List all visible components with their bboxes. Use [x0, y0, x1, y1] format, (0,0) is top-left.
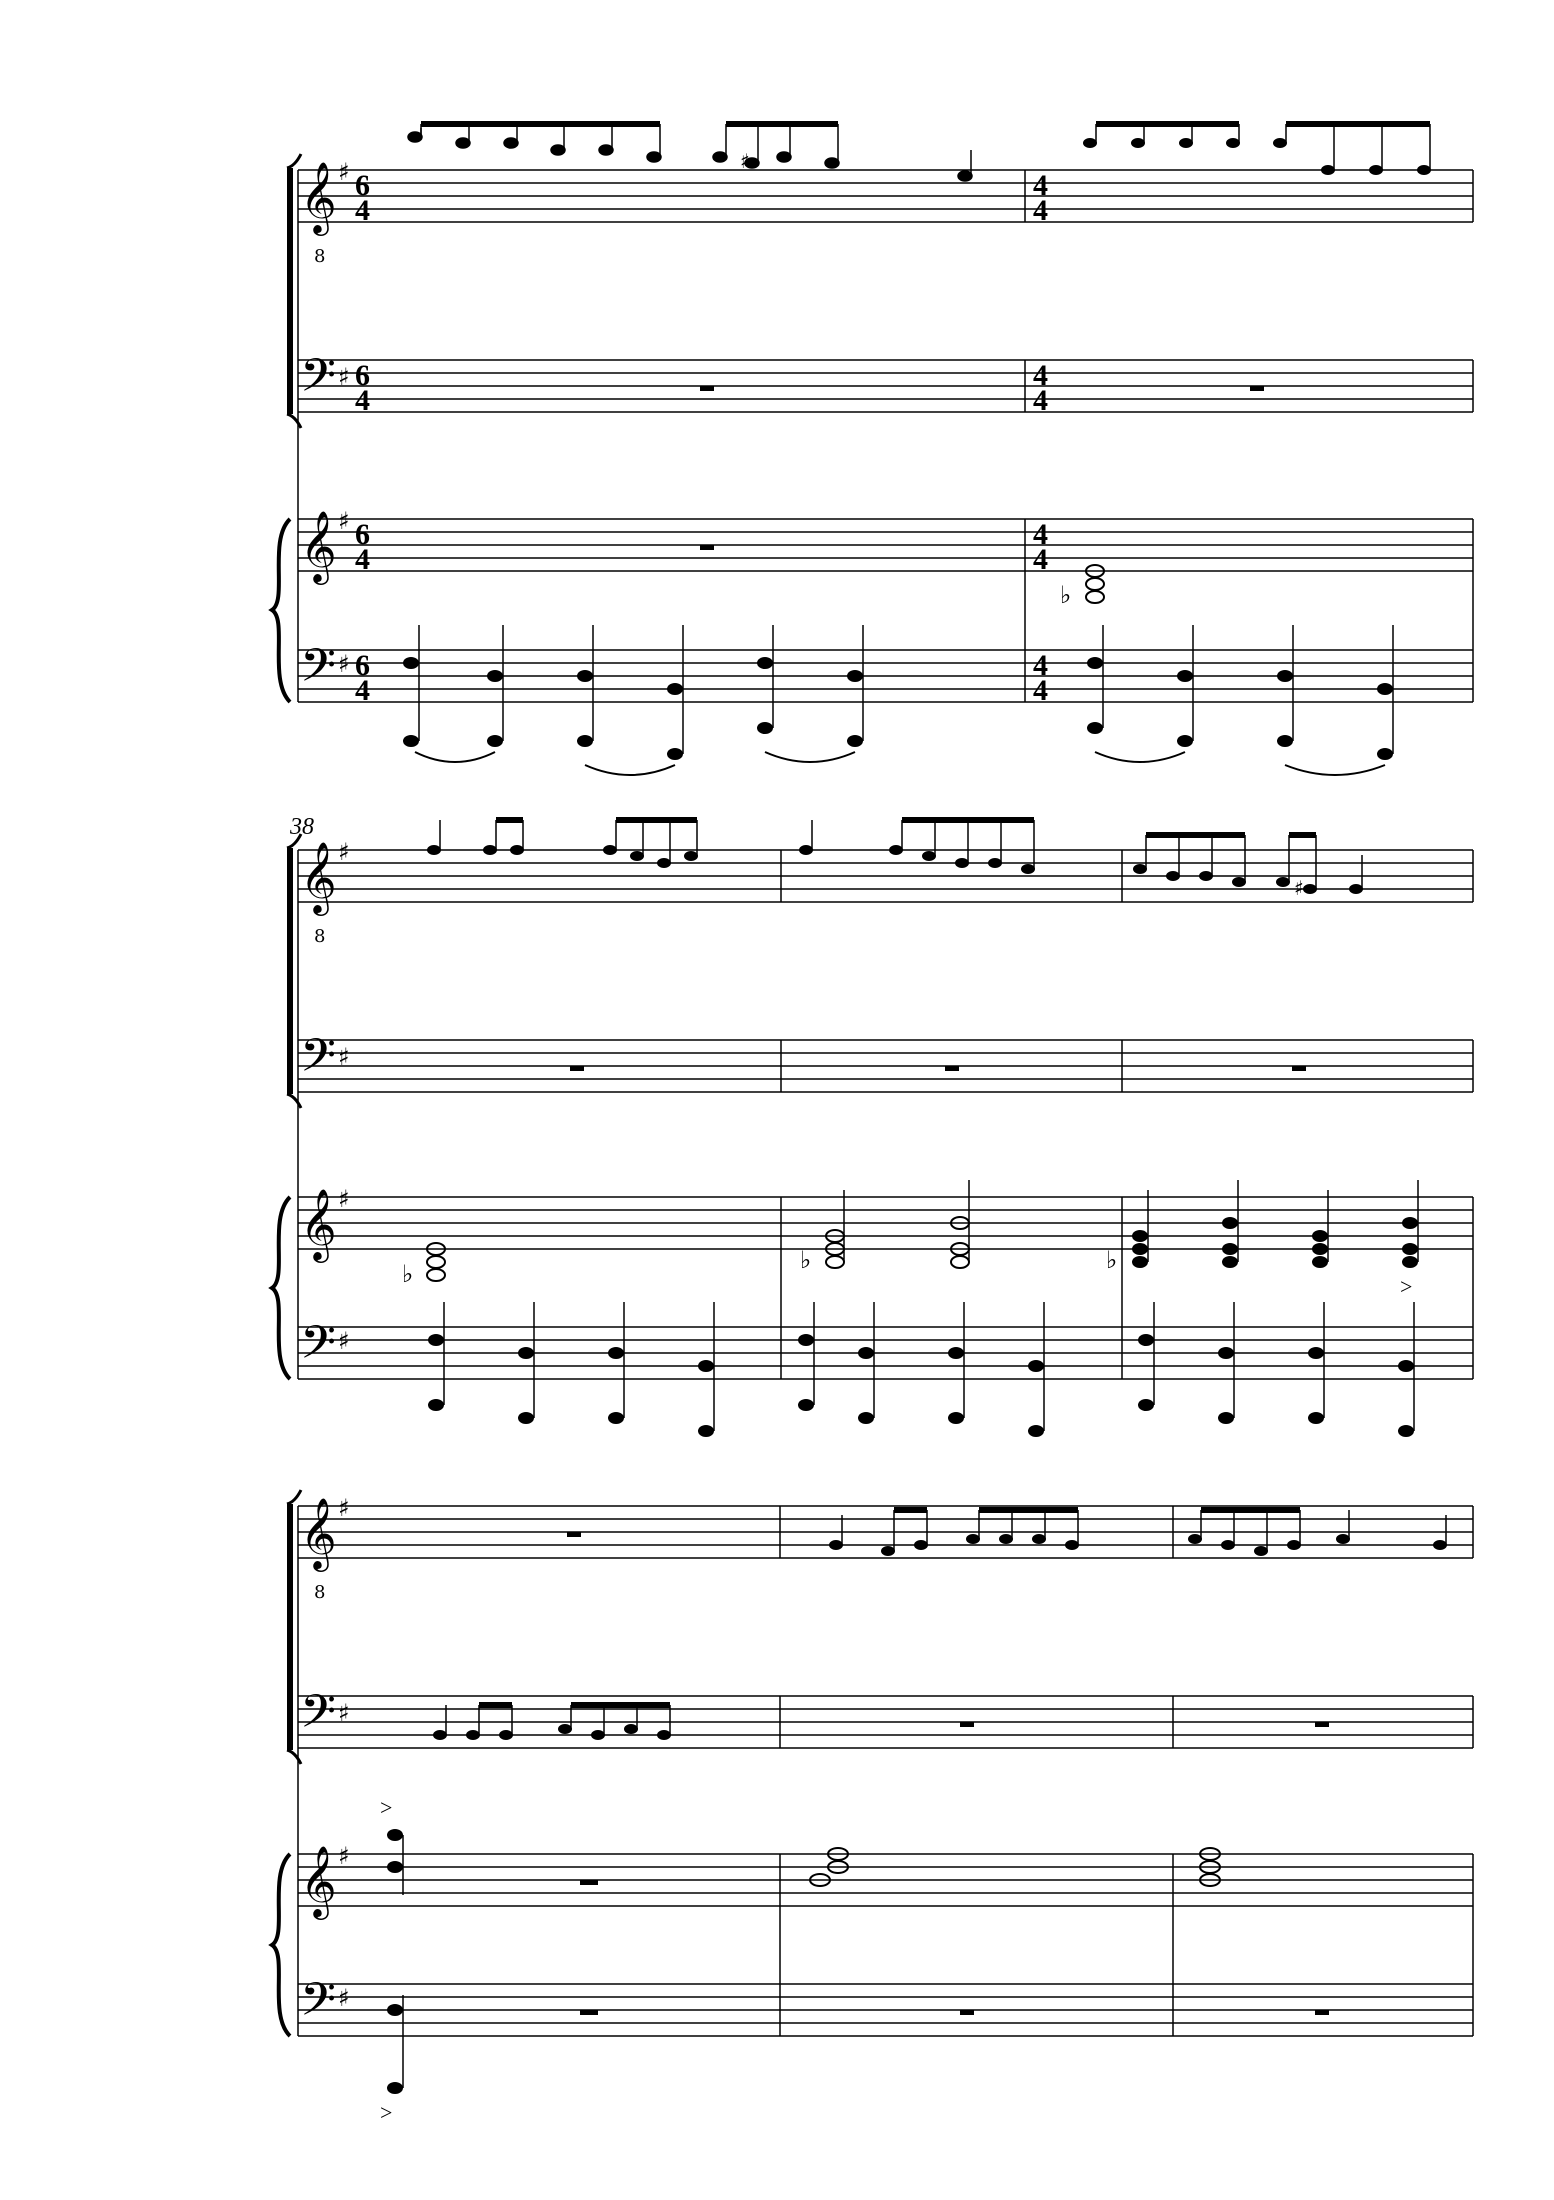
svg-text:>: >: [1400, 1274, 1413, 1299]
staff-surguchev: [298, 360, 1473, 412]
svg-text:𝄢: 𝄢: [300, 639, 337, 704]
staff-piano-left: [298, 650, 1473, 702]
svg-text:𝄞: 𝄞: [300, 1187, 337, 1260]
svg-text:8: 8: [314, 1582, 326, 1603]
svg-text:♯: ♯: [338, 158, 350, 186]
svg-text:♭: ♭: [1106, 1246, 1118, 1274]
svg-text:♯: ♯: [338, 363, 350, 391]
bass-clef: 𝄢: [300, 349, 337, 414]
svg-text:8: 8: [314, 246, 326, 267]
svg-text:4: 4: [1033, 649, 1048, 682]
svg-text:4: 4: [1033, 194, 1048, 227]
piano-left-notes: [403, 657, 1393, 760]
svg-text:4: 4: [1033, 674, 1048, 707]
svg-text:6: 6: [355, 649, 370, 682]
svg-text:6: 6: [355, 359, 370, 392]
svg-text:8: 8: [314, 926, 326, 947]
measure-number-38: 38: [290, 814, 314, 840]
score-system-2: [0, 760, 1554, 1400]
bracket-voices: [287, 154, 301, 428]
svg-text:𝄞: 𝄞: [300, 509, 337, 582]
svg-text:>: >: [380, 2100, 393, 2125]
svg-text:4: 4: [355, 384, 370, 417]
svg-text:♭: ♭: [402, 1260, 414, 1288]
svg-text:4: 4: [355, 674, 370, 707]
svg-text:𝄞: 𝄞: [300, 1844, 337, 1917]
staff-piano-right: [298, 519, 1473, 571]
svg-text:♯: ♯: [1294, 876, 1304, 900]
svg-text:♯: ♯: [740, 149, 750, 173]
system-1: [0, 0, 1554, 760]
svg-text:♭: ♭: [1060, 581, 1072, 609]
score-system-3: [0, 1450, 1554, 2200]
system-3: [0, 1450, 1554, 2200]
svg-text:♯: ♯: [338, 838, 350, 866]
svg-text:♯: ♯: [338, 1984, 350, 2012]
svg-text:♯: ♯: [338, 1327, 350, 1355]
svg-text:𝄞: 𝄞: [300, 1496, 337, 1569]
staff-sarzhinsky: [298, 170, 1473, 222]
svg-text:4: 4: [1033, 384, 1048, 417]
svg-text:𝄢: 𝄢: [300, 1316, 337, 1381]
notes-sarzhinsky-m36: [408, 128, 972, 181]
svg-text:♯: ♯: [338, 1842, 350, 1870]
svg-text:4: 4: [355, 194, 370, 227]
svg-text:♯: ♯: [338, 1185, 350, 1213]
svg-text:4: 4: [1033, 518, 1048, 551]
svg-text:6: 6: [355, 169, 370, 202]
svg-text:4: 4: [1033, 543, 1048, 576]
score-system-1: [0, 0, 1554, 760]
brace-piano: [272, 519, 290, 702]
svg-text:4: 4: [355, 543, 370, 576]
svg-text:♯: ♯: [338, 1494, 350, 1522]
system-2: [0, 760, 1554, 1400]
svg-text:6: 6: [355, 518, 370, 551]
svg-text:𝄢: 𝄢: [300, 1973, 337, 2038]
svg-text:♯: ♯: [338, 507, 350, 535]
svg-text:>: >: [380, 1795, 393, 1820]
svg-text:𝄞: 𝄞: [300, 840, 337, 913]
svg-text:𝄢: 𝄢: [300, 1685, 337, 1750]
svg-text:♯: ♯: [338, 1043, 350, 1071]
svg-text:♯: ♯: [338, 650, 350, 678]
svg-text:♭: ♭: [800, 1246, 812, 1274]
svg-text:♯: ♯: [338, 1699, 350, 1727]
svg-text:4: 4: [1033, 359, 1048, 392]
svg-text:4: 4: [1033, 169, 1048, 202]
svg-text:𝄢: 𝄢: [300, 1029, 337, 1094]
treble-clef: 𝄞: [300, 160, 337, 233]
